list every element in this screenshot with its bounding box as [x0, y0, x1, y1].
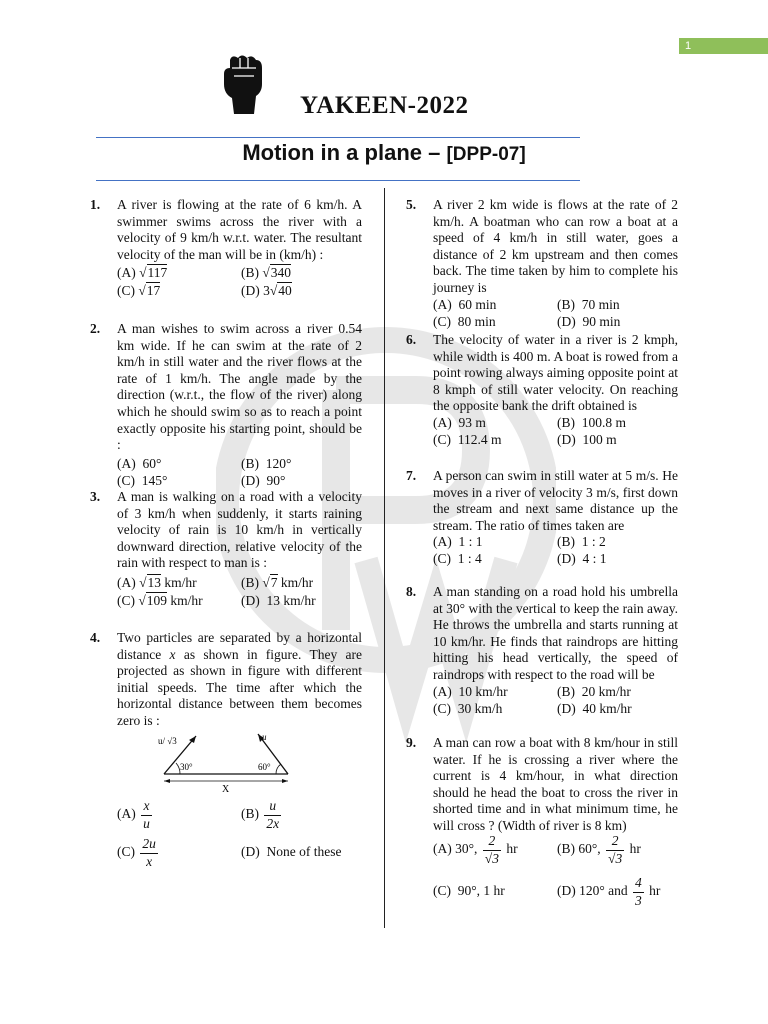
option-b[interactable]: (B) $\frac{u}{2x}$ [241, 798, 280, 831]
question-text: The velocity of water in a river is 2 kmph, while width is 400 m. A boat is rowed from a point rowing always aiming opposite point at 8 kmph of still water velocity. On reaching the opposite bank the drift obtained is [433, 332, 678, 414]
option-a[interactable]: (A) $\frac{x}{u}$ [117, 798, 150, 831]
option-a[interactable]: (A) 10 km/hr [433, 683, 508, 699]
option-b[interactable]: (B) 100.8 m [557, 414, 627, 430]
question-number: 4. [90, 630, 101, 645]
question-1 [90, 197, 362, 299]
options [117, 574, 362, 608]
options [433, 534, 678, 568]
option-c[interactable]: (C) √17 [117, 283, 161, 299]
question-text: A man can row a boat with 8 km/hour in still water. If he is crossing a river where the current is 4 km/hour, in what direction should he head the boat to cross the river in shorted time and in what minimum time, he will cross ? (Width of river is 8 km) [433, 735, 678, 833]
option-d[interactable]: (D) 100 m [557, 431, 617, 447]
option-d[interactable]: (D) 120° and $\frac{4}{3}$ hr [557, 875, 661, 908]
option-c[interactable]: (C) $\frac{2u}{x}$ [117, 836, 156, 869]
header-rule-top [96, 137, 580, 138]
question-number: 9. [406, 735, 417, 750]
option-a[interactable]: (A) 1 : 1 [433, 534, 483, 550]
option-c[interactable]: (C) √109 km/hr [117, 592, 203, 608]
option-b[interactable]: (B) 20 km/hr [557, 683, 631, 699]
fist-logo-icon [220, 54, 266, 116]
option-d[interactable]: (D) None of these [241, 844, 342, 859]
question-text: A man standing on a road hold his umbrella at 30° with the vertical to keep the rain away. He throws the umbrella and starts running at 10 km/hr. He finds that raindrops are hitting hitting his head vertically, the speed of raindrops with respect to the road will be [433, 584, 678, 682]
option-c[interactable]: (C) 1 : 4 [433, 551, 482, 567]
question-text: A person can swim in still water at 5 m/s. He moves in a river of velocity 3 m/s, first down the stream and next same distance up the stream. The ratio of times taken are [433, 468, 678, 533]
title-code: [DPP-07] [446, 144, 526, 165]
option-c[interactable]: (C) 145° [117, 472, 168, 488]
question-7 [406, 468, 678, 568]
question-text: A man is walking on a road with a velocity of 3 km/h when suddenly, it starts raining velocity of rain is 10 km/h in vertically downward direction, relative velocity of the rain with respect to man is : [117, 489, 362, 571]
option-a[interactable]: (A) 93 m [433, 414, 486, 430]
question-9 [406, 735, 678, 835]
question-5 [406, 197, 678, 331]
options [433, 684, 678, 718]
question-9-options [433, 833, 693, 913]
option-d[interactable]: (D) 90° [241, 472, 286, 488]
question-number: 3. [90, 489, 101, 504]
options [117, 456, 362, 490]
option-d[interactable]: (D) 90 min [557, 313, 621, 329]
question-number: 6. [406, 332, 417, 347]
question-number: 7. [406, 468, 417, 483]
question-4-options [117, 798, 367, 878]
option-a[interactable]: (A) √117 [117, 265, 168, 281]
options [433, 297, 678, 331]
option-b[interactable]: (B) 120° [241, 455, 292, 471]
question-2 [90, 321, 362, 490]
option-c[interactable]: (C) 90°, 1 hr [433, 883, 505, 898]
distance-label: X [222, 784, 230, 794]
option-c[interactable]: (C) 80 min [433, 313, 496, 329]
left-speed-label: u/ √3 [158, 736, 177, 746]
option-c[interactable]: (C) 112.4 m [433, 431, 502, 447]
question-text: A man wishes to swim across a river 0.54 km wide. If he can swim at the rate of 2 km/h in still water and the river flows at the rate of 1 km/h. The angle made by the direction (w.r.t., the flow of the river) along which he should swim so as to reach a point exactly opposite his starting point, should be : [117, 321, 362, 453]
option-b[interactable]: (B) √7 km/hr [241, 574, 314, 590]
option-c[interactable]: (C) 30 km/h [433, 700, 503, 716]
option-b[interactable]: (B) 60°, $\frac{2}{√3}$ hr [557, 833, 641, 866]
option-a[interactable]: (A) 60 min [433, 296, 497, 312]
question-number: 5. [406, 197, 417, 212]
page-number-badge: 1 [679, 38, 768, 54]
option-b[interactable]: (B) 70 min [557, 296, 620, 312]
option-d[interactable]: (D) 40 km/hr [557, 700, 632, 716]
left-angle-label: 30° [180, 762, 193, 772]
question-8 [406, 584, 678, 718]
option-a[interactable]: (A) √13 km/hr [117, 574, 197, 590]
question-number: 8. [406, 584, 417, 599]
question-4 [90, 630, 362, 730]
option-b[interactable]: (B) 1 : 2 [557, 534, 606, 550]
right-speed-label: u [262, 732, 267, 742]
brand-title: YAKEEN-2022 [300, 92, 469, 119]
question-text: Two particles are separated by a horizontal distance x as shown in figure. They are projected as shown in figure with different initial speeds. The time after which the horizontal distance between them becomes zero is : [117, 630, 362, 728]
options [433, 415, 678, 449]
projectile-figure [150, 728, 300, 794]
question-text: A river is flowing at the rate of 6 km/h. A swimmer swims across the river with a velocity of 9 km/h w.r.t. water. The resultant velocity of the man will be in (km/h) : [117, 197, 362, 262]
question-number: 1. [90, 197, 101, 212]
title-main: Motion in a plane – [242, 140, 441, 165]
question-number: 2. [90, 321, 101, 336]
option-b[interactable]: (B) √340 [241, 265, 292, 281]
question-3 [90, 489, 362, 608]
option-d[interactable]: (D) 3√40 [241, 283, 292, 299]
question-6 [406, 332, 678, 449]
option-a[interactable]: (A) 30°, $\frac{2}{√3}$ hr [433, 833, 518, 866]
option-d[interactable]: (D) 4 : 1 [557, 551, 607, 567]
column-divider [384, 188, 385, 928]
page-title [0, 140, 768, 166]
question-text: A river 2 km wide is flows at the rate of 2 km/h. A boatman who can row a boat at a speed of 4 km/h in still water, goes a distance of 2 km upstream and then comes back. The time taken by him to complete his journey is [433, 197, 678, 295]
header-rule-bottom [96, 180, 580, 181]
options [117, 265, 362, 299]
option-a[interactable]: (A) 60° [117, 455, 162, 471]
option-d[interactable]: (D) 13 km/hr [241, 592, 316, 608]
right-angle-label: 60° [258, 762, 271, 772]
